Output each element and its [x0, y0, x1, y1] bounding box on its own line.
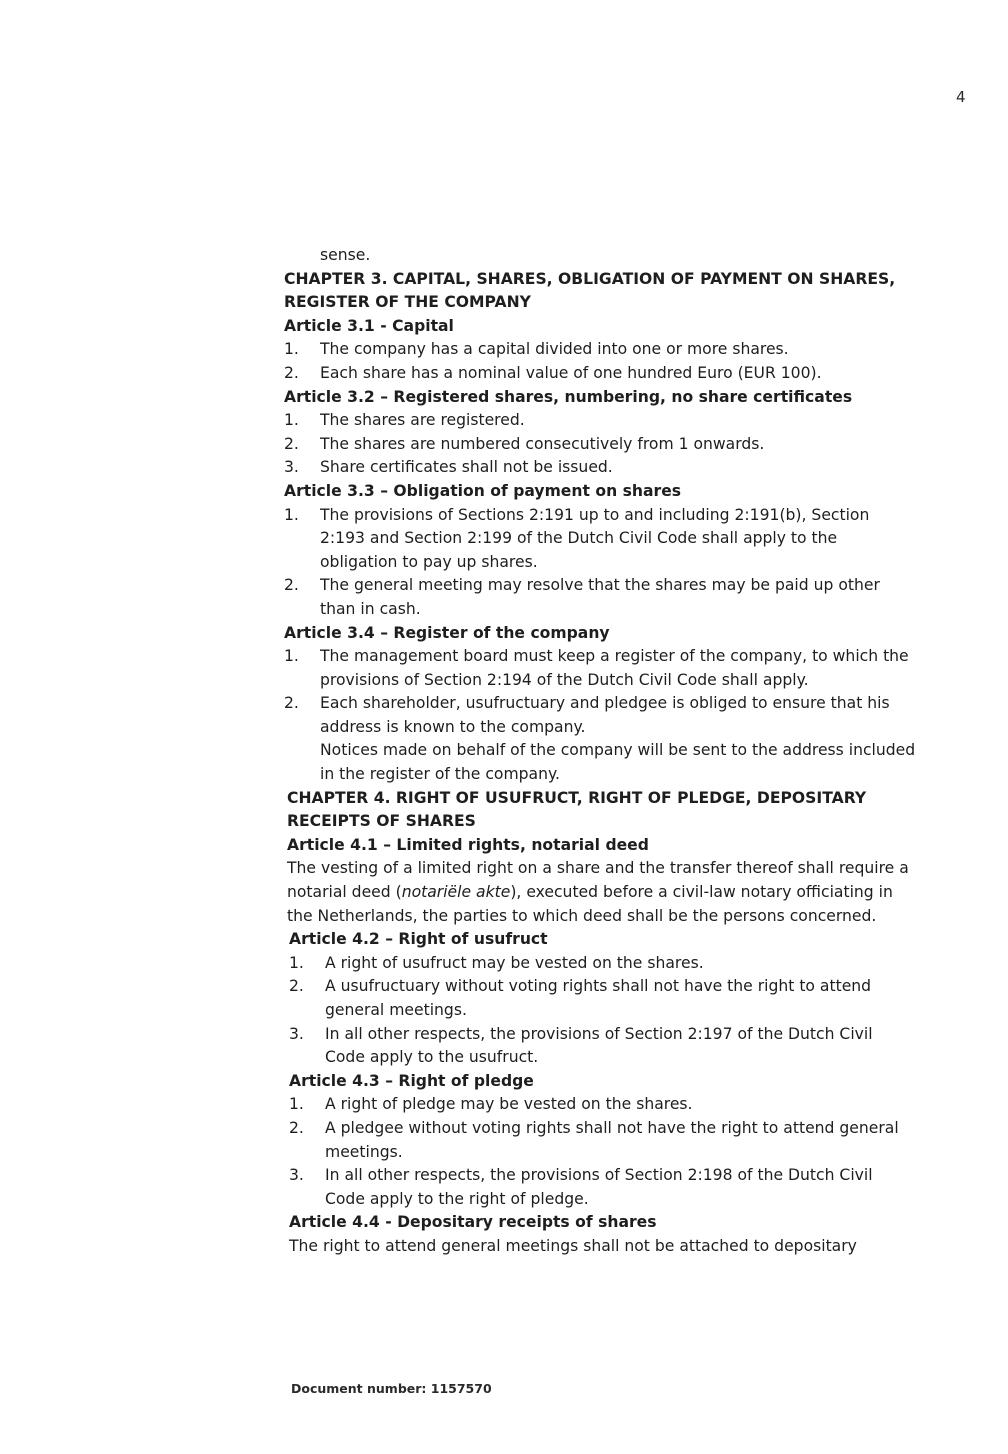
list-text: than in cash.: [320, 599, 421, 618]
document-number-footer: Document number: 1157570: [291, 1381, 492, 1396]
list-text: 2:193 and Section 2:199 of the Dutch Civil Code shall apply to the: [320, 529, 838, 548]
article-3-2-title: Article 3.2 – Registered shares, numbering, no share certificates: [284, 387, 853, 406]
list-text: In all other respects, the provisions of Section 2:198 of the Dutch Civil: [325, 1166, 873, 1185]
list-text: Code apply to the right of pledge.: [325, 1189, 589, 1208]
chapter-4-title-line-1: CHAPTER 4. RIGHT OF USUFRUCT, RIGHT OF PLEDGE, DEPOSITARY: [287, 788, 867, 807]
article-4-1-title: Article 4.1 – Limited rights, notarial deed: [287, 835, 649, 854]
list-item: [289, 1093, 984, 1117]
continuation-text: sense.: [320, 246, 371, 264]
list-text: A right of usufruct may be vested on the shares.: [325, 953, 704, 972]
list-text: Share certificates shall not be issued.: [320, 458, 613, 477]
article-4-1-text-line-2: [287, 881, 984, 905]
list-number: 2.: [284, 434, 299, 453]
list-text: general meetings.: [325, 1001, 467, 1019]
list-text: The company has a capital divided into one or more shares.: [320, 340, 789, 359]
list-item: [284, 433, 984, 457]
article-4-4-text: The right to attend general meetings shall not be attached to depositary: [289, 1236, 857, 1255]
list-text: in the register of the company.: [320, 765, 560, 784]
list-text: A pledgee without voting rights shall not have the right to attend general: [325, 1118, 899, 1137]
list-text: In all other respects, the provisions of Section 2:197 of the Dutch Civil: [325, 1024, 873, 1043]
article-3-1-title: Article 3.1 - Capital: [284, 316, 454, 335]
list-text: obligation to pay up shares.: [320, 552, 538, 571]
article-4-4-title: Article 4.4 - Depositary receipts of shares: [289, 1213, 657, 1232]
list-text: Code apply to the usufruct.: [325, 1048, 539, 1067]
list-number: 1.: [284, 505, 299, 524]
list-item: [289, 1164, 984, 1211]
list-number: 1.: [284, 340, 299, 359]
list-number: 1.: [284, 647, 299, 666]
document-body: [284, 244, 984, 1259]
list-text: provisions of Section 2:194 of the Dutch Civil Code shall apply.: [320, 670, 809, 689]
chapter-4-title-line-2: RECEIPTS OF SHARES: [287, 812, 476, 831]
article-4-1-text-line-1: The vesting of a limited right on a share and the transfer thereof shall require a: [287, 859, 909, 878]
list-number: 1.: [289, 953, 304, 972]
list-text: A usufructuary without voting rights shall not have the right to attend: [325, 977, 872, 996]
list-number: 2.: [284, 694, 299, 713]
list-item: [284, 574, 984, 621]
list-number: 2.: [289, 1118, 304, 1137]
article-4-1-text-pre: notarial deed (: [287, 883, 402, 902]
list-item: [284, 409, 984, 433]
list-text: The provisions of Sections 2:191 up to and including 2:191(b), Section: [320, 505, 870, 524]
list-number: 1.: [289, 1095, 304, 1114]
list-item: [289, 1117, 984, 1164]
article-4-2-title: Article 4.2 – Right of usufruct: [289, 930, 548, 949]
list-text: Each shareholder, usufructuary and pledgee is obliged to ensure that his: [320, 694, 890, 713]
list-item: [289, 1023, 984, 1070]
list-text: The shares are numbered consecutively from 1 onwards.: [320, 434, 765, 453]
list-text: The general meeting may resolve that the shares may be paid up other: [320, 576, 880, 595]
list-text: meetings.: [325, 1142, 403, 1161]
list-item: [284, 338, 984, 362]
list-text: The shares are registered.: [320, 411, 525, 430]
list-item: [289, 952, 984, 976]
list-text: address is known to the company.: [320, 717, 586, 736]
chapter-3-title-line-1: CHAPTER 3. CAPITAL, SHARES, OBLIGATION OF PAYMENT ON SHARES,: [284, 269, 896, 288]
list-number: 2.: [284, 363, 299, 382]
list-number: 3.: [289, 1024, 304, 1043]
list-item: [284, 362, 984, 386]
list-item: [284, 456, 984, 480]
list-number: 2.: [284, 576, 299, 595]
chapter-3-title-line-2: REGISTER OF THE COMPANY: [284, 293, 531, 312]
article-4-1-text-post: ), executed before a civil-law notary officiating in: [510, 883, 893, 902]
article-4-1-text-line-3: the Netherlands, the parties to which deed shall be the persons concerned.: [287, 906, 877, 925]
list-text: A right of pledge may be vested on the shares.: [325, 1095, 693, 1114]
list-number: 3.: [289, 1166, 304, 1185]
article-3-4-title: Article 3.4 – Register of the company: [284, 623, 610, 642]
list-text: Each share has a nominal value of one hundred Euro (EUR 100).: [320, 363, 822, 382]
article-4-3-title: Article 4.3 – Right of pledge: [289, 1071, 534, 1090]
list-item: [284, 692, 984, 786]
list-number: 3.: [284, 458, 299, 477]
list-text: Notices made on behalf of the company will be sent to the address included: [320, 741, 916, 760]
list-item: [284, 645, 984, 692]
list-number: 1.: [284, 411, 299, 430]
article-3-3-title: Article 3.3 – Obligation of payment on shares: [284, 481, 682, 500]
list-item: [289, 975, 984, 1022]
list-item: [284, 504, 984, 575]
list-number: 2.: [289, 977, 304, 996]
page-number: 4: [956, 88, 966, 106]
article-4-1-text-italic: notariële akte: [401, 883, 511, 902]
list-text: The management board must keep a register of the company, to which the: [320, 647, 909, 666]
